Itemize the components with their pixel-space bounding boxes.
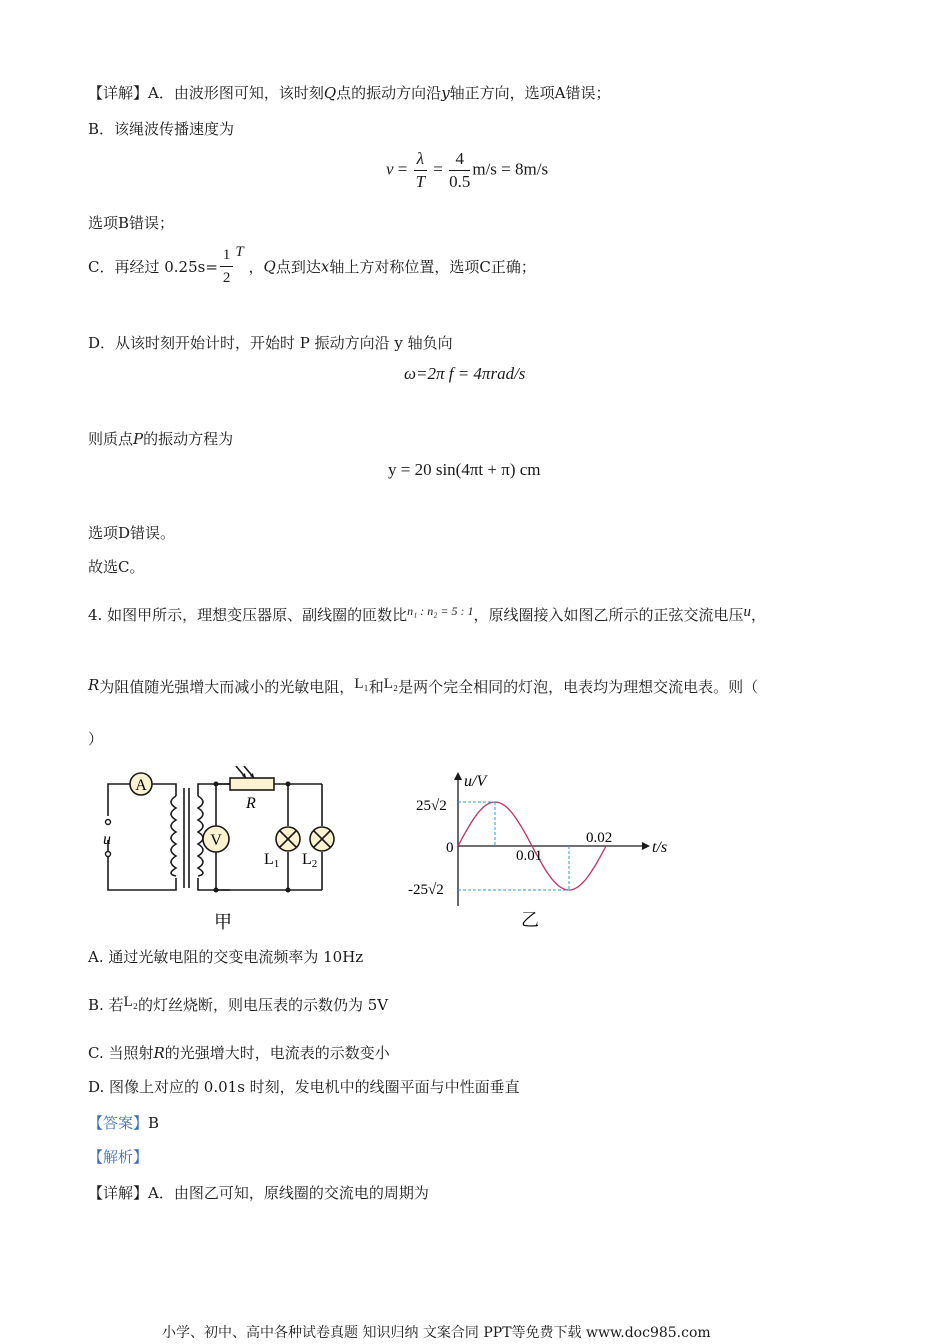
eq-result: m/s = 8m/s	[472, 159, 549, 179]
primary-wire-top	[108, 784, 130, 816]
turns-ratio: n₁ : n₂ = 5 : 1	[407, 604, 474, 618]
option-B-L2: L₂	[123, 994, 138, 1010]
detail-label-q4: 【详解】	[88, 1184, 149, 1202]
question-4-stem	[88, 604, 766, 625]
q4-stem-text: 4. 如图甲所示，理想变压器原、副线圈的匝数比	[88, 606, 408, 624]
primary-wire-top2	[152, 784, 176, 796]
fraction-4-0.5	[449, 148, 470, 193]
answer-label: 【答案】	[88, 1114, 149, 1132]
y-axis-arrow	[454, 772, 462, 780]
symbol-L1: L₁	[354, 676, 369, 692]
fraction-half	[220, 244, 234, 289]
detail-A-text-end: 轴正方向，选项A错误；	[449, 84, 611, 102]
tick-0.02-label: 0.02	[586, 830, 613, 846]
option-C-mid: 点到达	[275, 258, 321, 276]
analysis-label: 【解析】	[88, 1148, 149, 1166]
q4-line2-and: 和	[368, 678, 384, 696]
answer-value: B	[148, 1114, 160, 1132]
lamp-L2-label: L2	[302, 851, 318, 870]
symbol-Q: Q	[323, 84, 337, 102]
secondary-coil	[198, 796, 203, 876]
option-B-text: B. 若	[88, 996, 124, 1014]
voltage-graph	[406, 766, 686, 936]
symbol-Q-2: Q	[263, 257, 276, 276]
answer-line	[88, 1112, 159, 1133]
voltmeter-label: V	[210, 832, 222, 849]
y-min-label: -25√2	[408, 882, 444, 898]
x-axis-arrow	[642, 842, 650, 850]
frac-num-half: 1	[220, 244, 234, 267]
option-C-end: 轴上方对称位置，选项C正确；	[329, 258, 536, 276]
equation-vibration: y = 20 sin(4πt + π) cm	[388, 460, 541, 479]
detail-A-text-mid: 点的振动方向沿	[336, 84, 442, 102]
primary-coil	[171, 796, 176, 876]
input-voltage-label: u	[103, 831, 111, 848]
tick-0.01-label: 0.01	[516, 848, 543, 864]
terminal-top	[106, 820, 111, 825]
option-D-line: D．从该时刻开始计时，开始时 P 振动方向沿 y 轴负向	[88, 334, 453, 352]
eq-equals-2: =	[429, 159, 448, 179]
option-C-line: C．再经过 0.25s= $\frac{1}{2}$ T ，Q点到达x轴上方对称位置，选项C正确；	[88, 244, 536, 289]
eq-v: v	[386, 159, 394, 179]
x-axis-label: t/s	[652, 839, 668, 856]
frac-num: λ	[414, 148, 427, 171]
y-axis-label: u/V	[464, 773, 487, 790]
detail-label: 【详解】	[88, 84, 149, 102]
resistor-label: R	[246, 795, 256, 812]
origin-label: 0	[446, 840, 454, 856]
question-4-line3: ）	[88, 730, 104, 748]
ammeter-label: A	[135, 777, 147, 794]
vibration-eq-intro	[88, 428, 233, 449]
photoresistor	[230, 778, 274, 790]
q4-line2-text: 为阻值随光强增大而减小的光敏电阻，	[99, 678, 355, 696]
option-B-text-end: 的灯丝烧断，则电压表的示数仍为 5V	[137, 996, 389, 1014]
detail-line	[88, 1182, 429, 1203]
frac-den-2: 0.5	[449, 172, 471, 191]
option-C	[88, 1042, 390, 1063]
y-max-label: 25√2	[416, 798, 447, 814]
equation-velocity	[386, 148, 548, 193]
fraction-lambda-T	[414, 148, 427, 193]
detail-A-line	[88, 82, 611, 103]
answer-choice-C: 故选C。	[88, 558, 145, 576]
symbol-L2: L₂	[383, 676, 399, 692]
symbol-u: u	[743, 604, 752, 620]
terminal-bottom	[106, 852, 111, 857]
option-D: D. 图像上对应的 0.01s 时刻，发电机中的线圈平面与中性面垂直	[88, 1078, 520, 1096]
secondary-wire-bottom	[198, 878, 230, 890]
footer-text: 小学、初中、高中各种试卷真题 知识归纳 文案合同 PPT等免费下载 www.doc985.com	[162, 1325, 711, 1341]
option-C-q4-text: C. 当照射	[88, 1044, 154, 1062]
frac-den-half: 2	[222, 270, 231, 286]
option-D-wrong: 选项D错误。	[88, 524, 176, 542]
symbol-T: T	[235, 244, 244, 260]
option-A: A. 通过光敏电阻的交变电流频率为 10Hz	[88, 948, 364, 966]
circuit-diagram	[96, 766, 356, 936]
eq-equals: =	[393, 159, 412, 179]
figure-jia-caption: 甲	[214, 912, 232, 932]
q4-stem-mid: ，原线圈接入如图乙所示的正弦交流电压	[473, 606, 744, 624]
question-4-line2	[88, 676, 758, 697]
symbol-y: y	[441, 84, 450, 102]
equation-omega: ω=2π f = 4πrad/s	[404, 364, 526, 383]
q4-line2-end: 是两个完全相同的灯泡，电表均为理想交流电表。则（	[398, 678, 759, 696]
option-C-text: C．再经过 0.25s=	[88, 258, 218, 276]
symbol-x: x	[320, 257, 330, 276]
intro-text: 则质点	[88, 430, 134, 448]
option-C-R: R	[153, 1044, 165, 1062]
option-B	[88, 994, 388, 1015]
option-B-wrong: 选项B错误；	[88, 214, 175, 232]
lamp-L1-label: L1	[264, 851, 280, 870]
figure-yi-caption: 乙	[521, 910, 539, 930]
option-B-line: B．该绳波传播速度为	[88, 120, 235, 138]
frac-num-2: 4	[449, 148, 470, 171]
secondary-wire-top	[198, 784, 230, 796]
primary-wire-bottom	[108, 840, 176, 890]
symbol-P: P	[133, 430, 144, 448]
intro-text-end: 的振动方程为	[143, 430, 234, 448]
q4-stem-end: ，	[751, 606, 767, 624]
option-C-q4-end: 的光强增大时，电流表的示数变小	[164, 1044, 390, 1062]
detail-A-text: A．由波形图可知，该时刻	[148, 84, 324, 102]
detail-text-q4: A．由图乙可知，原线圈的交流电的周期为	[148, 1184, 429, 1202]
frac-den: T	[415, 172, 426, 191]
symbol-R: R	[88, 676, 100, 694]
